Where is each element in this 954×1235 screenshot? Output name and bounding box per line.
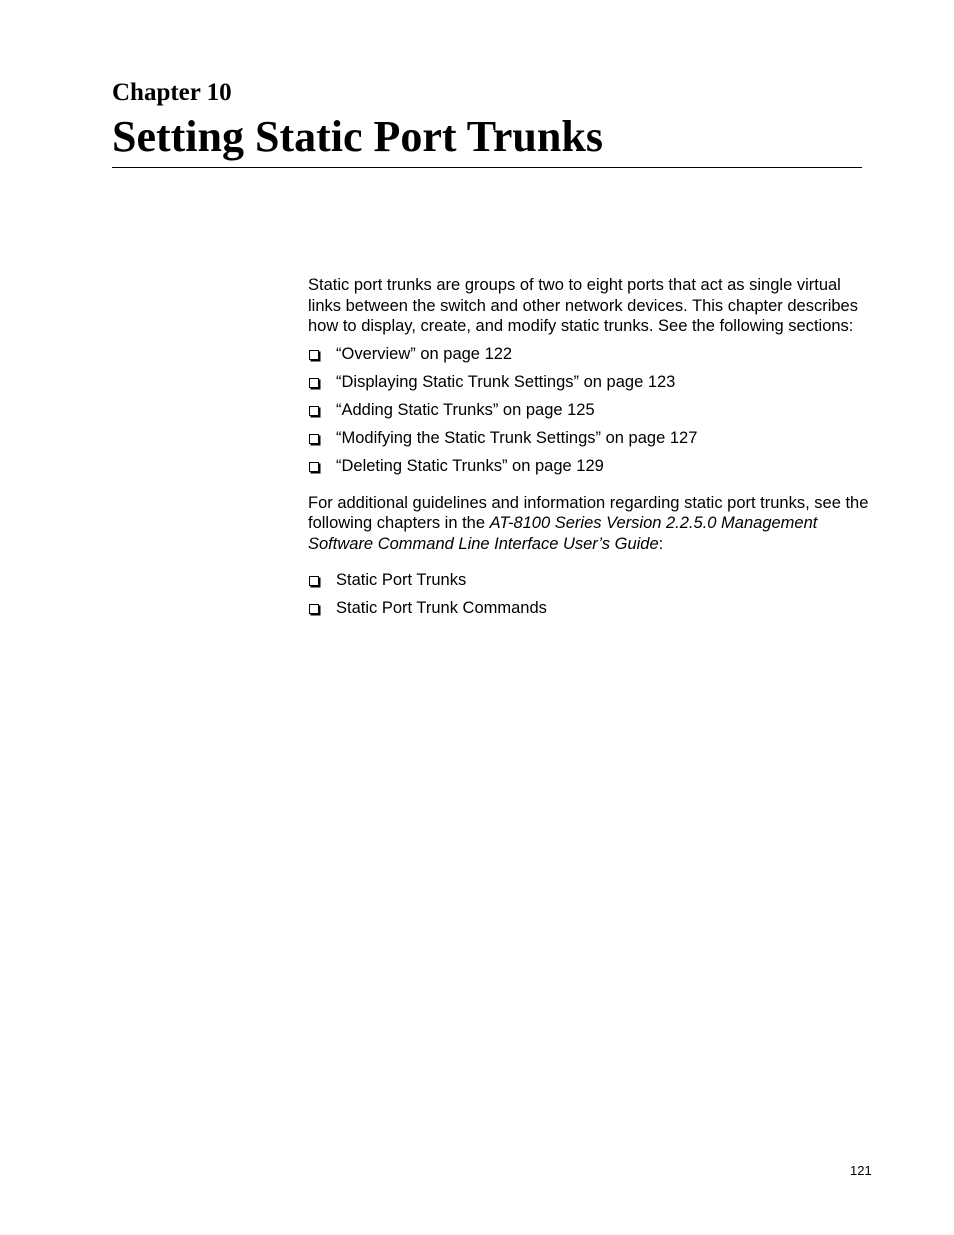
checkbox-icon (309, 576, 319, 586)
section-list (308, 344, 874, 477)
section-link-label: “Modifying the Static Trunk Settings” on page 127 (336, 429, 698, 448)
section-link-displaying[interactable] (308, 372, 874, 393)
guides-paragraph (308, 493, 874, 555)
guide-book-title: AT-8100 Series Version 2.2.5.0 Management Software Command Line Interface User’s Guide (308, 514, 818, 553)
checkbox-icon (309, 406, 319, 416)
chapter-content (308, 275, 874, 619)
section-link-overview[interactable] (308, 344, 874, 365)
section-link-label: “Adding Static Trunks” on page 125 (336, 400, 595, 419)
section-link-label: “Deleting Static Trunks” on page 129 (336, 457, 604, 476)
chapter-label: Chapter 10 (112, 79, 232, 106)
guide-chapter-label: Static Port Trunk Commands (336, 599, 547, 618)
section-link-label: “Overview” on page 122 (336, 344, 513, 363)
section-link-label: “Displaying Static Trunk Settings” on page 123 (336, 372, 676, 391)
page-number: 121 (850, 1163, 872, 1178)
guide-chapter-static-port-trunks (308, 570, 874, 591)
checkbox-icon (309, 378, 319, 388)
checkbox-icon (309, 462, 319, 472)
title-divider (112, 167, 862, 168)
checkbox-icon (309, 604, 319, 614)
checkbox-icon (309, 350, 319, 360)
guide-chapter-list (308, 570, 874, 619)
chapter-title: Setting Static Port Trunks (112, 112, 603, 161)
section-link-adding[interactable] (308, 400, 874, 421)
guides-text-before: For additional guidelines and information regarding static port trunks, see the following chapters in the (308, 493, 869, 533)
checkbox-icon (309, 434, 319, 444)
guides-text-after: : (658, 534, 664, 553)
guide-chapter-static-port-trunk-commands (308, 598, 874, 619)
section-link-modifying[interactable] (308, 428, 874, 449)
section-link-deleting[interactable] (308, 456, 874, 477)
guide-chapter-label: Static Port Trunks (336, 571, 467, 590)
intro-paragraph: Static port trunks are groups of two to eight ports that act as single virtual links between the switch and other network devices. This chapter describes how to display, create, and modify static trunks. See the following sections: (308, 276, 858, 335)
